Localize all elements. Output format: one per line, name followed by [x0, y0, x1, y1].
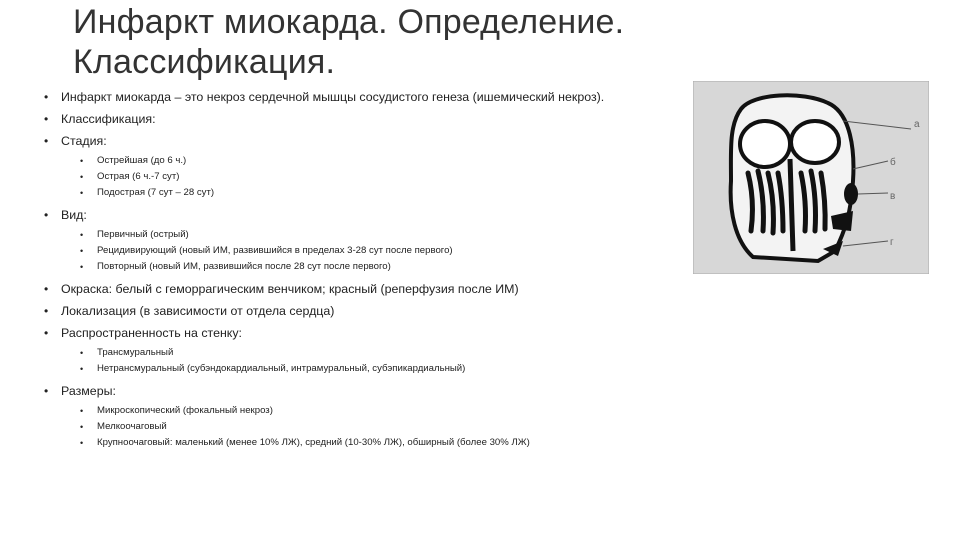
type-sublist	[80, 227, 684, 275]
sub-bullet-item: • Микроскопический (фокальный некроз)	[80, 403, 684, 419]
sub-bullet-item: • Острая (6 ч.-7 сут)	[80, 169, 684, 185]
right-atrium	[791, 121, 839, 163]
diagram-label-g: г	[890, 237, 894, 248]
sub-bullet-item: • Подострая (7 сут – 28 сут)	[80, 185, 684, 201]
sub-bullet-item: • Рецидивирующий (новый ИМ, развившийся в пределах 3-28 сут после первого)	[80, 243, 684, 259]
sub-bullet-item: • Нетрансмуральный (субэндокардиальный, интрамуральный, субэпикардиальный)	[80, 361, 684, 377]
size-sublist	[80, 403, 684, 451]
sub-bullet-item: • Первичный (острый)	[80, 227, 684, 243]
left-atrium	[740, 121, 790, 167]
stage-sublist	[80, 153, 684, 201]
interventricular-septum	[790, 159, 793, 251]
bullet-list	[44, 86, 684, 454]
bullet-type: • Вид:	[44, 204, 684, 226]
bullet-definition: • Инфаркт миокарда – это некроз сердечной мышцы сосудистого генеза (ишемический некроз).	[44, 86, 684, 108]
heart-diagram	[693, 81, 929, 274]
sub-bullet-item: • Крупноочаговый: маленький (менее 10% ЛЖ), средний (10-30% ЛЖ), обширный (более 30% ЛЖ)	[80, 435, 684, 451]
bullet-stage: • Стадия:	[44, 130, 684, 152]
slide-title	[73, 2, 673, 82]
sub-bullet-item: • Острейшая (до 6 ч.)	[80, 153, 684, 169]
sub-bullet-item: • Повторный (новый ИМ, развившийся после 28 сут после первого)	[80, 259, 684, 275]
diagram-label-a: а	[914, 119, 920, 130]
bullet-classification: • Классификация:	[44, 108, 684, 130]
bullet-extent: • Распространенность на стенку:	[44, 322, 684, 344]
slide-title-line-1: Инфаркт миокарда. Определение.	[73, 3, 625, 41]
bullet-color: • Окраска: белый с геморрагическим венчиком; красный (реперфузия после ИМ)	[44, 278, 684, 300]
slide-title-line-2: Классификация.	[73, 43, 336, 81]
extent-sublist	[80, 345, 684, 377]
bullet-size: • Размеры:	[44, 380, 684, 402]
sub-bullet-item: • Мелкоочаговый	[80, 419, 684, 435]
heart-diagram-svg	[693, 81, 929, 274]
diagram-label-b: б	[890, 157, 896, 168]
sub-bullet-item: • Трансмуральный	[80, 345, 684, 361]
diagram-label-v: в	[890, 191, 896, 202]
infarct-zone-intramural	[844, 183, 858, 205]
bullet-localization: • Локализация (в зависимости от отдела сердца)	[44, 300, 684, 322]
